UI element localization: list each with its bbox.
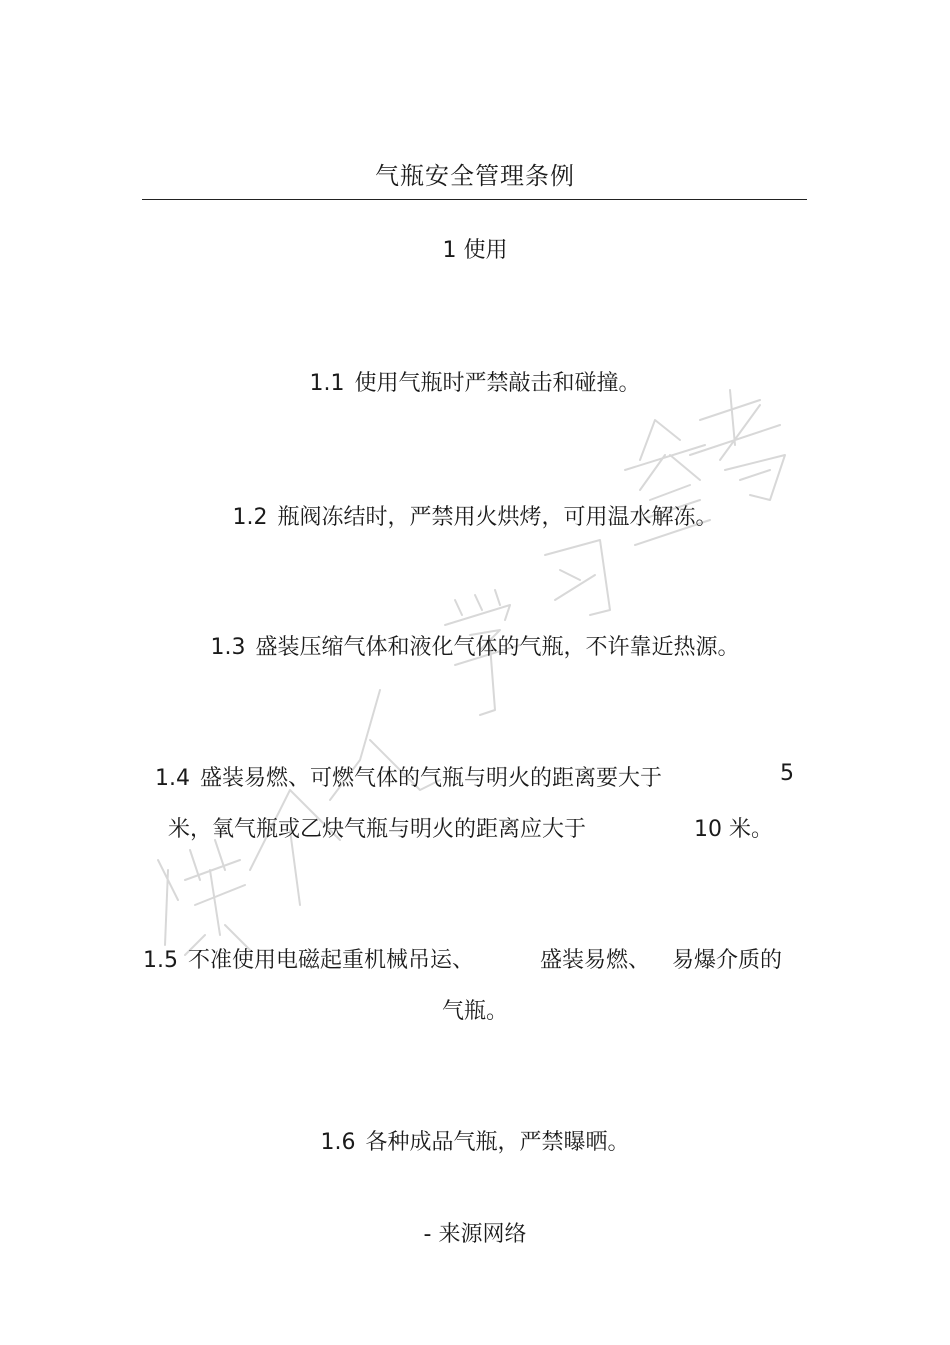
clause-1-4-line-1 bbox=[155, 761, 662, 792]
document-title: 气瓶安全管理条例 bbox=[375, 162, 575, 190]
clause-1-6 bbox=[0, 1125, 950, 1156]
clause-number: 1.1 bbox=[309, 371, 345, 396]
clause-1-4-distance-value: 5 bbox=[780, 761, 794, 786]
title-divider bbox=[142, 199, 807, 200]
clause-number: 1.5 bbox=[143, 948, 178, 973]
clause-number: 1.2 bbox=[232, 505, 268, 530]
clause-text: 盛装易燃、可燃气体的气瓶与明火的距离要大于 bbox=[200, 766, 663, 791]
clause-1-5-part-2: 盛装易燃、 bbox=[540, 948, 651, 973]
clause-1-5-line-1 bbox=[143, 943, 474, 974]
section-heading: 1 使用 bbox=[442, 238, 508, 263]
clause-number: 1.4 bbox=[155, 766, 190, 791]
clause-1-1 bbox=[0, 366, 950, 397]
clause-1-5-part-3: 易爆介质的 bbox=[672, 948, 783, 973]
clause-text: 使用气瓶时严禁敲击和碰撞。 bbox=[354, 371, 641, 396]
clause-1-5-line-2: 气瓶。 bbox=[441, 999, 508, 1024]
clause-number: 1.3 bbox=[210, 635, 246, 660]
clause-1-4-line-2: 米，氧气瓶或乙炔气瓶与明火的距离应大于 bbox=[168, 817, 587, 842]
clause-text: 各种成品气瓶，严禁曝晒。 bbox=[365, 1130, 630, 1155]
clause-text: 不准使用电磁起重机械吊运、 bbox=[188, 948, 475, 973]
clause-1-2 bbox=[0, 500, 950, 531]
clause-text: 瓶阀冻结时，严禁用火烘烤，可用温水解冻。 bbox=[277, 505, 718, 530]
clause-text: 盛装压缩气体和液化气体的气瓶，不许靠近热源。 bbox=[255, 635, 740, 660]
clause-1-4-oxygen-distance: 10 米。 bbox=[694, 817, 773, 842]
clause-1-3 bbox=[0, 630, 950, 661]
source-note: - 来源网络 bbox=[423, 1222, 527, 1247]
clause-number: 1.6 bbox=[320, 1130, 356, 1155]
